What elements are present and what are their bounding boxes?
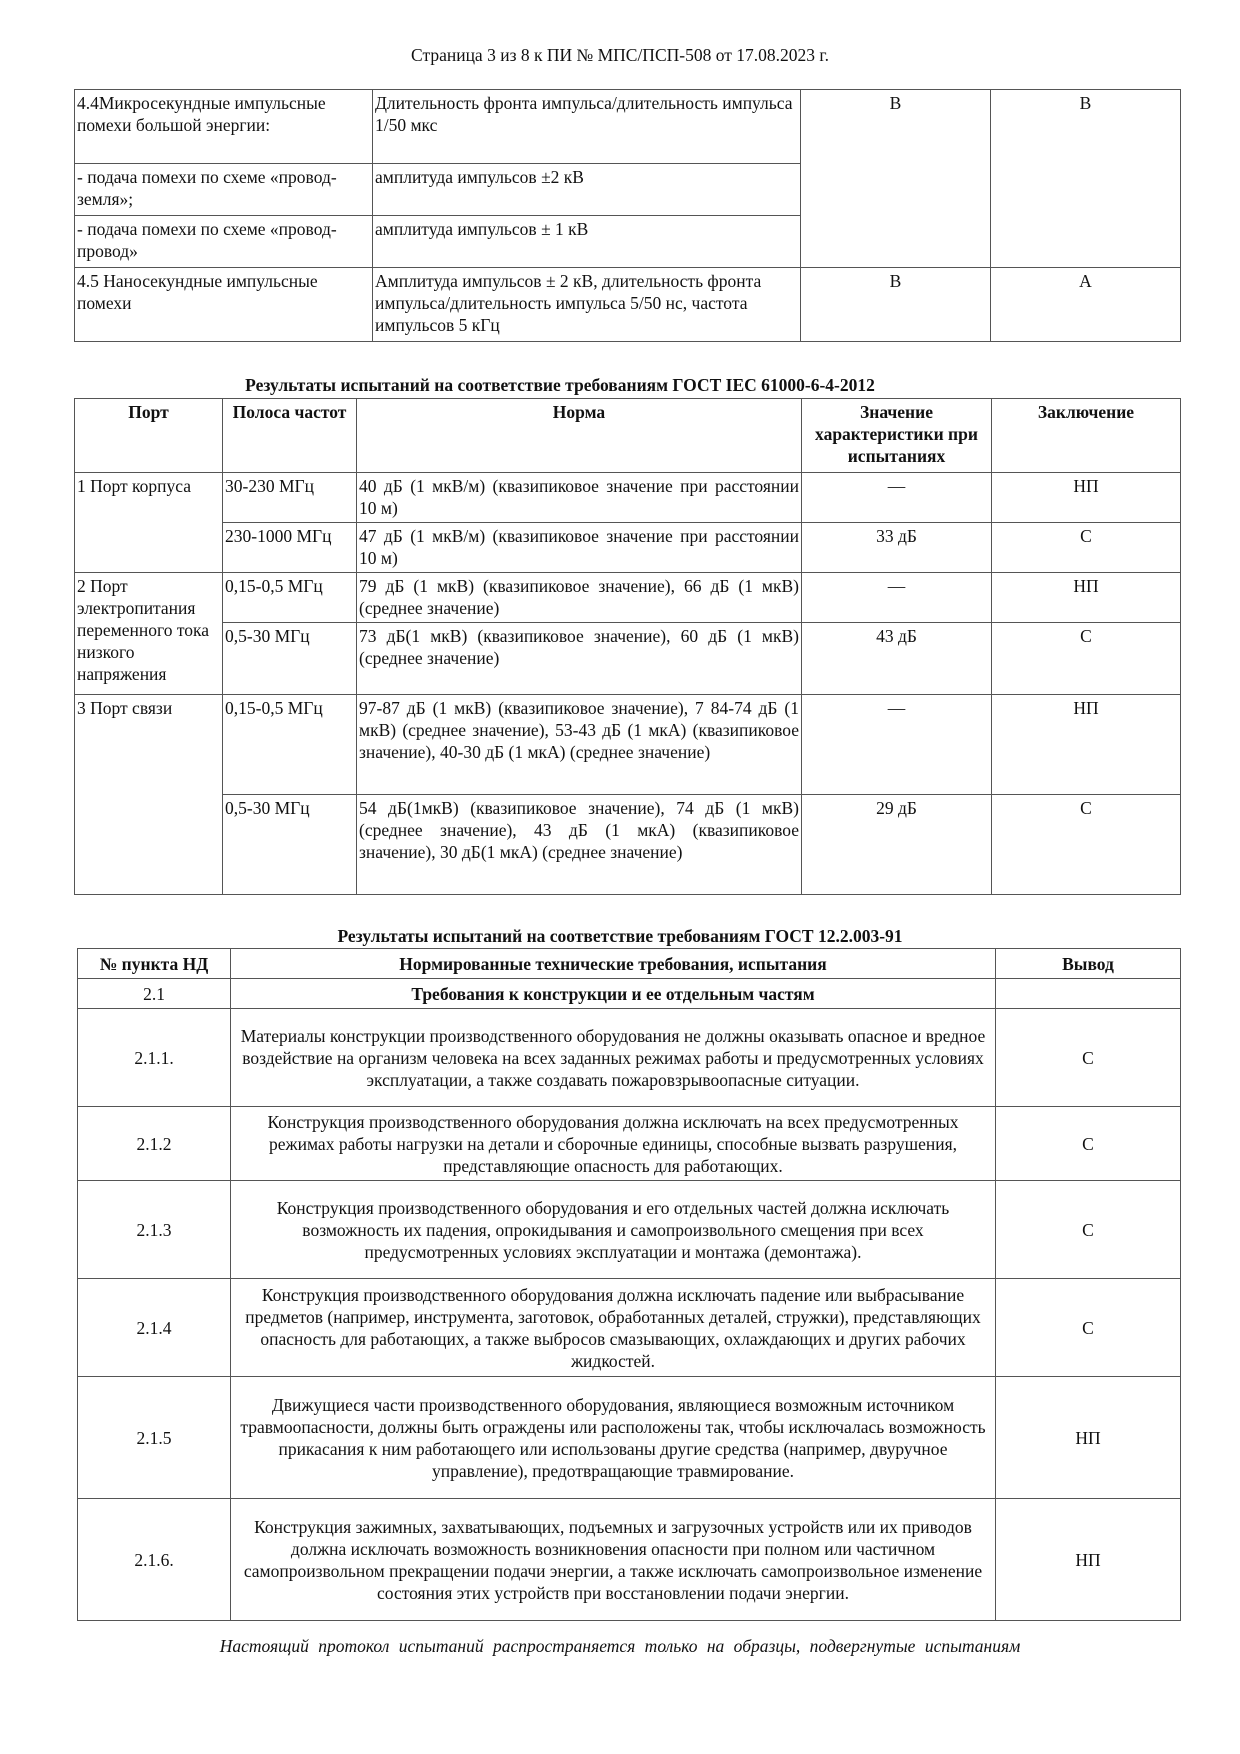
safety-table [77, 948, 1181, 1621]
frequency-band: 30-230 МГц [223, 473, 357, 523]
section-row [78, 979, 1181, 1009]
frequency-band: 0,5-30 МГц [223, 623, 357, 695]
conclusion: НП [996, 1377, 1181, 1499]
norm: 97-87 дБ (1 мкВ) (квазипиковое значение), 7 84-74 дБ (1 мкВ) (среднее значение), 53-43 дБ (1 мкА) (квазипиковое значение), 40-30 дБ (1 мкА) (среднее значение) [357, 695, 802, 795]
clause-number: 2.1.4 [78, 1279, 231, 1377]
column-header: Норма [357, 399, 802, 473]
measured-value: — [802, 473, 992, 523]
frequency-band: 0,15-0,5 МГц [223, 573, 357, 623]
port-name: 3 Порт связи [75, 695, 223, 895]
safety-table-caption: Результаты испытаний на соответствие требованиям ГОСТ 12.2.003-91 [337, 926, 903, 946]
test-value: Амплитуда импульсов ± 2 кВ, длительность фронта импульса/длительность импульса 5/50 нс, частота импульсов 5 кГц [373, 268, 801, 342]
test-value: Длительность фронта импульса/длительность импульса 1/50 мкс [373, 90, 801, 164]
port-name: 2 Порт электропитания переменного тока низкого напряжения [75, 573, 223, 695]
column-header: Значение характеристики при испытаниях [802, 399, 992, 473]
test-name: 4.5 Наносекундные импульсные помехи [75, 268, 373, 342]
conclusion: С [992, 795, 1181, 895]
table-row [75, 523, 1181, 573]
immunity-table [74, 89, 1181, 342]
measured-value: — [802, 573, 992, 623]
column-header: Полоса частот [223, 399, 357, 473]
frequency-band: 0,5-30 МГц [223, 795, 357, 895]
table-row [75, 695, 1181, 795]
required-criterion: В [801, 268, 991, 342]
conclusion: С [992, 623, 1181, 695]
table-row [75, 623, 1181, 695]
emission-table [74, 398, 1181, 895]
conclusion: С [992, 523, 1181, 573]
table-row [75, 573, 1181, 623]
table-header-row [75, 399, 1181, 473]
emission-table-caption: Результаты испытаний на соответствие требованиям ГОСТ IEC 61000-6-4-2012 [245, 375, 875, 395]
norm: 73 дБ(1 мкВ) (квазипиковое значение), 60 дБ (1 мкВ) (среднее значение) [357, 623, 802, 695]
clause-number: 2.1.2 [78, 1107, 231, 1181]
result-criterion: В [991, 90, 1181, 268]
norm: 79 дБ (1 мкВ) (квазипиковое значение), 66 дБ (1 мкВ) (среднее значение) [357, 573, 802, 623]
section-result [996, 979, 1181, 1009]
conclusion: С [996, 1279, 1181, 1377]
table-row [78, 1181, 1181, 1279]
clause-number: 2.1.3 [78, 1181, 231, 1279]
measured-value: 43 дБ [802, 623, 992, 695]
frequency-band: 230-1000 МГц [223, 523, 357, 573]
clause-number: 2.1.6. [78, 1499, 231, 1621]
table-row [78, 1377, 1181, 1499]
test-value: амплитуда импульсов ± 1 кВ [373, 216, 801, 268]
requirement-text: Конструкция производственного оборудования должна исключать падение или выбрасывание предметов (например, инструмента, заготовок, обработанных деталей, стружки), представляющих опасность для работающих, а также выбросов смазывающих, охлаждающих и других рабочих жидкостей. [231, 1279, 996, 1377]
required-criterion: В [801, 90, 991, 268]
column-header: Заключение [992, 399, 1181, 473]
table-row [75, 268, 1181, 342]
clause-number: 2.1.5 [78, 1377, 231, 1499]
page-header: Страница 3 из 8 к ПИ № МПС/ПСП-508 от 17.08.2023 г. [411, 45, 829, 65]
requirement-text: Материалы конструкции производственного оборудования не должны оказывать опасное и вредное воздействие на организм человека на всех заданных режимах работы и предусмотренных условиях эксплуатации, а также создавать пожаровзрывоопасные ситуации. [231, 1009, 996, 1107]
conclusion: НП [992, 695, 1181, 795]
test-name: 4.4Микросекундные импульсные помехи большой энергии: [75, 90, 373, 164]
table-row [75, 90, 1181, 164]
column-header: № пункта НД [78, 949, 231, 979]
requirement-text: Конструкция зажимных, захватывающих, подъемных и загрузочных устройств или их приводов должна исключать возможность возникновения опасности при полном или частичном самопроизвольном прекращении подачи энергии, а также исключать самопроизвольное изменение состояния этих устройств при восстановлении подачи энергии. [231, 1499, 996, 1621]
column-header: Нормированные технические требования, испытания [231, 949, 996, 979]
requirement-text: Конструкция производственного оборудования и его отдельных частей должна исключать возможность их падения, опрокидывания и самопроизвольного смещения при всех предусмотренных условиях эксплуатации и монтажа (демонтажа). [231, 1181, 996, 1279]
footer-note: Настоящий протокол испытаний распространяется только на образцы, подвергнутые испытаниям [219, 1636, 1021, 1656]
result-criterion: А [991, 268, 1181, 342]
norm: 54 дБ(1мкВ) (квазипиковое значение), 74 дБ (1 мкВ) (среднее значение), 43 дБ (1 мкА) (квазипиковое значение), 30 дБ(1 мкА) (среднее значение) [357, 795, 802, 895]
table-row [78, 1499, 1181, 1621]
requirement-text: Движущиеся части производственного оборудования, являющиеся возможным источником травмоопасности, должны быть ограждены или расположены так, чтобы исключалась возможность прикасания к ним работающего или использованы другие средства (например, двуручное управление), предотвращающие травмирование. [231, 1377, 996, 1499]
norm: 47 дБ (1 мкВ/м) (квазипиковое значение при расстоянии 10 м) [357, 523, 802, 573]
column-header: Вывод [996, 949, 1181, 979]
column-header: Порт [75, 399, 223, 473]
section-number: 2.1 [78, 979, 231, 1009]
table-header-row [78, 949, 1181, 979]
measured-value: — [802, 695, 992, 795]
port-name: 1 Порт корпуса [75, 473, 223, 573]
requirement-text: Конструкция производственного оборудования должна исключать на всех предусмотренных режимах работы нагрузки на детали и сборочные единицы, способные вызвать разрушения, представляющие опасность для работающих. [231, 1107, 996, 1181]
norm: 40 дБ (1 мкВ/м) (квазипиковое значение при расстоянии 10 м) [357, 473, 802, 523]
table-row [78, 1279, 1181, 1377]
test-name: - подача помехи по схеме «провод- провод» [75, 216, 373, 268]
test-name: - подача помехи по схеме «провод- земля»; [75, 164, 373, 216]
conclusion: С [996, 1107, 1181, 1181]
measured-value: 29 дБ [802, 795, 992, 895]
measured-value: 33 дБ [802, 523, 992, 573]
table-row [78, 1009, 1181, 1107]
conclusion: С [996, 1181, 1181, 1279]
test-value: амплитуда импульсов ±2 кВ [373, 164, 801, 216]
table-row [78, 1107, 1181, 1181]
section-title: Требования к конструкции и ее отдельным частям [231, 979, 996, 1009]
conclusion: С [996, 1009, 1181, 1107]
conclusion: НП [996, 1499, 1181, 1621]
conclusion: НП [992, 473, 1181, 523]
table-row [75, 795, 1181, 895]
frequency-band: 0,15-0,5 МГц [223, 695, 357, 795]
clause-number: 2.1.1. [78, 1009, 231, 1107]
table-row [75, 473, 1181, 523]
conclusion: НП [992, 573, 1181, 623]
